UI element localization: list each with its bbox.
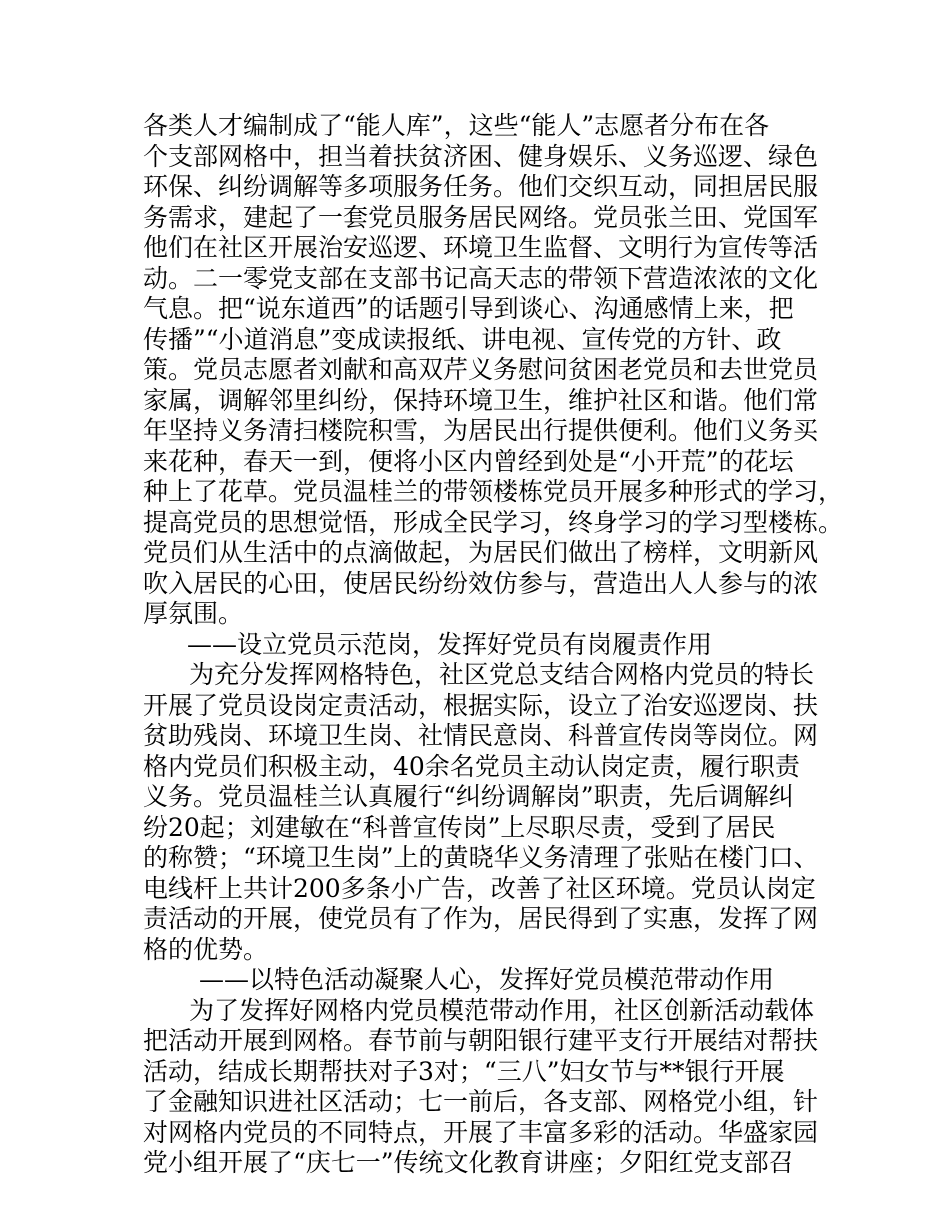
text-line: 格内党员们积极主动，40余名党员主动认岗定责，履行职责 — [143, 751, 800, 781]
text-line: 开展了党员设岗定责活动，根据实际，设立了治安巡逻岗、扶 — [143, 690, 819, 720]
text-line: 纷20起；刘建敏在“科普宣传岗”上尽职尽责，受到了居民 — [143, 812, 776, 842]
text-line: 对网格内党员的不同特点，开展了丰富多彩的活动。华盛家园 — [143, 1117, 819, 1147]
text-line: 党员们从生活中的点滴做起，为居民们做出了榜样，文明新风 — [143, 538, 819, 567]
text-line: 个支部网格中，担当着扶贫济困、健身娱乐、义务巡逻、绿色 — [143, 141, 819, 171]
section-heading-model-post: ——设立党员示范岗，发挥好党员有岗履责作用 — [187, 629, 713, 659]
text-line: 来花种，春天一到，便将小区内曾经到处是“小开荒”的花坛 — [143, 446, 794, 476]
text-line: 格的优势。 — [143, 934, 269, 964]
text-line: 年坚持义务清扫楼院积雪，为居民出行提供便利。他们义务买 — [143, 416, 819, 445]
text-line: 把活动开展到网格。春节前与朝阳银行建平支行开展结对帮扶 — [143, 1026, 819, 1055]
paragraph-community-talent-pool — [143, 111, 844, 630]
text-line: 贫助残岗、环境卫生岗、社情民意岗、科普宣传岗等岗位。网 — [143, 721, 819, 750]
text-line: 传播”“小道消息”变成读报纸、讲电视、宣传党的方针、政 — [143, 324, 782, 354]
text-line: 党小组开展了“庆七一”传统文化教育讲座；夕阳红党支部召 — [143, 1148, 794, 1177]
text-line: 各类人才编制成了“能人库”，这些“能人”志愿者分布在各 — [143, 111, 770, 140]
text-line: 他们在社区开展治安巡逻、环境卫生监督、文明行为宣传等活 — [143, 233, 819, 262]
text-line: 的称赞；“环境卫生岗”上的黄晓华义务清理了张贴在楼门口、 — [143, 843, 819, 872]
text-line: 气息。把“说东道西”的话题引导到谈心、沟通感情上来，把 — [143, 294, 794, 323]
text-line: 厚氛围。 — [143, 599, 244, 628]
paragraph-post-responsibility — [143, 660, 823, 965]
text-line: 种上了花草。党员温桂兰的带领楼栋党员开展多种形式的学习， — [143, 477, 844, 506]
text-line: 吹入居民的心田，使居民纷纷效仿参与，营造出人人参与的浓 — [143, 568, 819, 598]
text-line: 为充分发挥网格特色，社区党总支结合网格内党员的特长 — [189, 660, 815, 689]
text-line: 义务。党员温桂兰认真履行“纠纷调解岗”职责，先后调解纠 — [143, 782, 794, 811]
text-line: 家属，调解邻里纠纷，保持环境卫生，维护社区和谐。他们常 — [143, 385, 819, 415]
text-line: 提高党员的思想觉悟，形成全民学习，终身学习的学习型楼栋。 — [143, 507, 844, 537]
text-line: 为了发挥好网格内党员模范带动作用，社区创新活动载体 — [189, 995, 815, 1025]
text-line: 责活动的开展，使党员有了作为，居民得到了实惠，发挥了网 — [143, 904, 819, 933]
text-line: 环保、纠纷调解等多项服务任务。他们交织互动，同担居民服 — [143, 172, 819, 201]
text-line: 电线杆上共计200多条小广告，改善了社区环境。党员认岗定 — [143, 873, 816, 903]
paragraph-exemplary-role — [143, 996, 823, 1179]
text-line: 活动，结成长期帮扶对子3对；“三八”妇女节与**银行开展 — [143, 1056, 785, 1086]
text-line: 策。党员志愿者刘献和高双芹义务慰问贫困老党员和去世党员 — [143, 355, 819, 384]
document-body — [143, 111, 844, 1179]
text-line: 务需求，建起了一套党员服务居民网络。党员张兰田、党国军 — [143, 202, 819, 232]
text-line: 了金融知识进社区活动；七一前后，各支部、网格党小组，针 — [143, 1087, 819, 1116]
section-heading-featured-activities: ——以特色活动凝聚人心，发挥好党员模范带动作用 — [199, 965, 775, 994]
text-line: 动。二一零党支部在支部书记高天志的带领下营造浓浓的文化 — [143, 263, 819, 293]
